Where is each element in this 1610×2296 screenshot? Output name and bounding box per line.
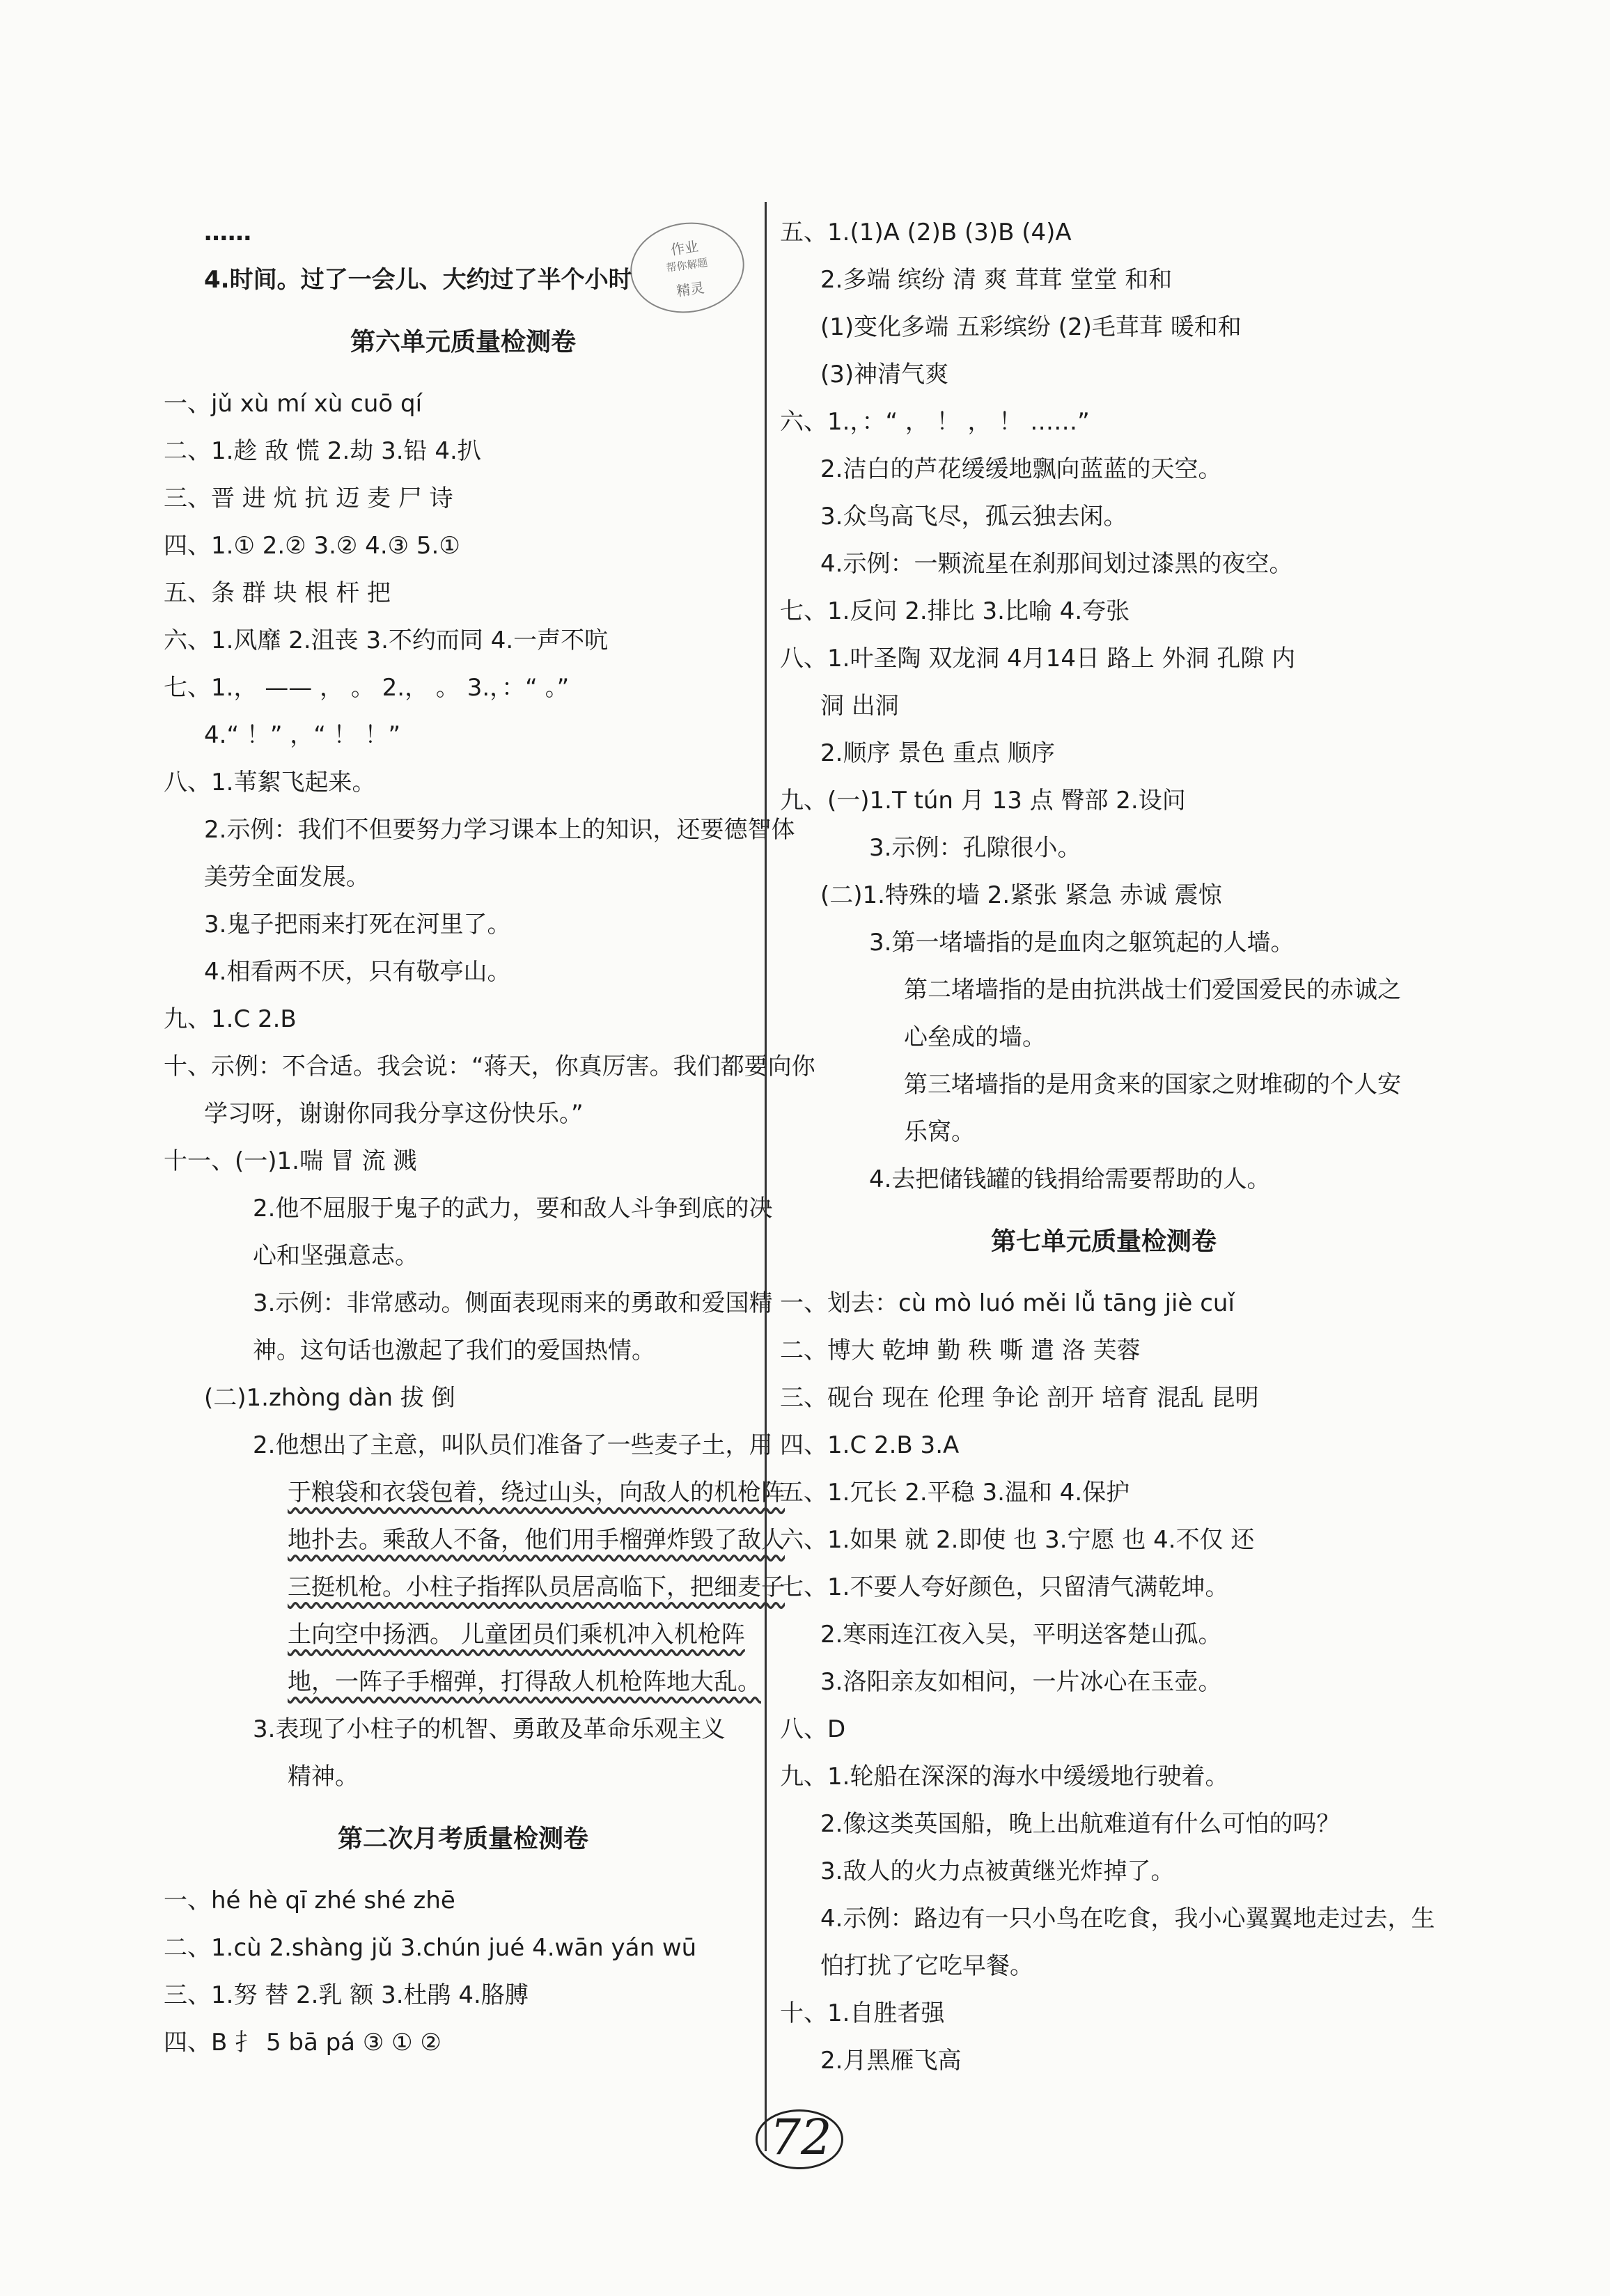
answer-line: (二)1.特殊的墙 2.紧张 紧急 赤诚 震惊 <box>820 881 1222 909</box>
answer-line: 一、hé hè qī zhé shé zhē <box>164 1887 455 1914</box>
answer-line: 一、划去：cù mò luó měi lǚ tāng jiè cuǐ <box>780 1289 1235 1317</box>
answer-line: 4.“ ！” ，“ ！ ！” <box>204 721 401 749</box>
answer-line: 八、D <box>780 1715 846 1743</box>
answer-line: 六、1.，：“ ， ！ ， ！ ……” <box>780 408 1090 436</box>
answer-line: 七、1.， —— ， 。 2.， 。 3.，：“ 。” <box>164 674 570 702</box>
answer-line: 三、1.努 替 2.乳 额 3.杜鹃 4.胳膊 <box>164 1981 529 2009</box>
answer-line: 一、jǔ xù mí xù cuō qí <box>164 390 423 418</box>
answer-line: 四、1.C 2.B 3.A <box>780 1431 960 1459</box>
answer-line: 二、1.cù 2.shàng jǔ 3.chún jué 4.wān yán wū <box>164 1934 697 1962</box>
underlined-answer-text: 土向空中扬洒。 儿童团员们乘机冲入机枪阵 <box>288 1621 745 1649</box>
answer-line: 2.洁白的芦花缓缓地飘向蓝蓝的天空。 <box>820 455 1222 483</box>
answer-line: 九、1.C 2.B <box>164 1005 297 1033</box>
answer-line: 美劳全面发展。 <box>204 863 370 891</box>
answer-line: 3.鬼子把雨来打死在河里了。 <box>204 911 511 938</box>
answer-line: 洞 出洞 <box>820 692 899 720</box>
answer-line: 2.月黑雁飞高 <box>820 2047 962 2075</box>
answer-line: 心垒成的墙。 <box>904 1023 1046 1051</box>
answer-line: 六、1.风靡 2.沮丧 3.不约而同 4.一声不吭 <box>164 627 609 654</box>
answer-line <box>164 1516 785 1564</box>
answer-line: 三、晋 进 炕 抗 迈 麦 尸 诗 <box>164 485 453 512</box>
underlined-answer-text: 于粮袋和衣袋包着，绕过山头，向敌人的机枪阵 <box>288 1479 785 1507</box>
underlined-answer-text: 地，一阵子手榴弹，打得敌人机枪阵地大乱。 <box>288 1668 761 1696</box>
right-column <box>780 209 1435 2084</box>
answer-line: 3.第一堵墙指的是血肉之躯筑起的人墙。 <box>869 929 1295 957</box>
answer-line: 神。这句话也激起了我们的爱国热情。 <box>253 1337 655 1365</box>
answer-line: (3)神清气爽 <box>820 361 949 388</box>
answer-line: 九、1.轮船在深深的海水中缓缓地行驶着。 <box>780 1763 1229 1791</box>
answer-line: 3.洛阳亲友如相问，一片冰心在玉壶。 <box>820 1668 1222 1696</box>
answer-line: (1)变化多端 五彩缤纷 (2)毛茸茸 暖和和 <box>820 313 1242 341</box>
answer-line: 三、砚台 现在 伦理 争论 剖开 培育 混乱 昆明 <box>780 1384 1259 1412</box>
underlined-answer-text: 三挺机枪。小柱子指挥队员居高临下，把细麦子 <box>288 1573 785 1601</box>
answer-line <box>164 1469 785 1516</box>
answer-line: 第二堵墙指的是由抗洪战士们爱国爱民的赤诚之 <box>904 976 1401 1004</box>
answer-line: 七、1.反问 2.排比 3.比喻 4.夸张 <box>780 597 1130 625</box>
answer-line: 九、(一)1.T tún 月 13 点 臀部 2.设问 <box>780 787 1186 815</box>
answer-line: 五、条 群 块 根 杆 把 <box>164 579 391 607</box>
answer-line: 4.相看两不厌，只有敬亭山。 <box>204 958 511 986</box>
answer-line: 2.示例：我们不但要努力学习课本上的知识，还要德智体 <box>204 816 795 844</box>
stamp-text-top: 作业 <box>669 237 700 258</box>
answer-line: …… <box>204 219 251 246</box>
answer-line: 五、1.冗长 2.平稳 3.温和 4.保护 <box>780 1479 1130 1507</box>
answer-line: 4.时间。过了一会儿、大约过了半个小时 <box>204 266 632 294</box>
answer-line: (二)1.zhòng dàn 拔 倒 <box>204 1384 455 1412</box>
answer-line: 八、1.叶圣陶 双龙洞 4月14日 路上 外洞 孔隙 内 <box>780 645 1296 673</box>
answer-line: 精神。 <box>288 1763 359 1791</box>
page-number: 72 <box>738 2099 863 2176</box>
answer-line: 八、1.苇絮飞起来。 <box>164 769 376 796</box>
answer-line <box>164 1564 785 1611</box>
answer-line: 3.表现了小柱子的机智、勇敢及革命乐观主义 <box>253 1715 726 1743</box>
answer-line: 二、1.趁 敌 慌 2.劫 3.铅 4.扒 <box>164 437 481 465</box>
answer-line: 怕打扰了它吃早餐。 <box>820 1952 1033 1980</box>
answer-line: 六、1.如果 就 2.即使 也 3.宁愿 也 4.不仅 还 <box>780 1526 1255 1554</box>
answer-line: 十、1.自胜者强 <box>780 1999 945 2027</box>
answer-line: 2.他想出了主意，叫队员们准备了一些麦子土，用 <box>253 1431 773 1459</box>
answer-line: 二、博大 乾坤 勤 秩 嘶 遣 洛 芙蓉 <box>780 1337 1141 1365</box>
underlined-answer-text: 地扑去。乘敌人不备，他们用手榴弹炸毁了敌人 <box>288 1526 785 1554</box>
answer-line: 3.示例：孔隙很小。 <box>869 834 1081 862</box>
answer-line: 4.示例：一颗流星在刹那间划过漆黑的夜空。 <box>820 550 1293 578</box>
answer-line: 十、示例：不合适。我会说：“蒋天，你真厉害。我们都要向你 <box>164 1053 815 1080</box>
answer-line <box>164 1658 763 1706</box>
stamp-text-bottom: 精灵 <box>675 279 705 300</box>
answer-line <box>164 1611 763 1658</box>
answer-line: 2.寒雨连江夜入吴，平明送客楚山孤。 <box>820 1621 1222 1649</box>
answer-line: 学习呀，谢谢你同我分享这份快乐。” <box>204 1100 584 1128</box>
answer-line: 2.顺序 景色 重点 顺序 <box>820 739 1055 767</box>
answer-line: 十一、(一)1.喘 冒 流 溅 <box>164 1147 417 1175</box>
answer-line: 四、1.① 2.② 3.② 4.③ 5.① <box>164 532 460 560</box>
answer-line: 五、1.(1)A (2)B (3)B (4)A <box>780 219 1072 246</box>
answer-line: 乐窝。 <box>904 1118 975 1146</box>
answer-line: 四、B 扌 5 bā pá ③ ① ② <box>164 2029 441 2057</box>
answer-line: 七、1.不要人夸好颜色，只留清气满乾坤。 <box>780 1573 1229 1601</box>
answer-line: 4.去把储钱罐的钱捐给需要帮助的人。 <box>869 1165 1271 1193</box>
section-title: 第二次月考质量检测卷 <box>337 1825 588 1853</box>
answer-line: 3.示例：非常感动。侧面表现雨来的勇敢和爱国精 <box>253 1289 773 1317</box>
answer-line: 第三堵墙指的是用贪来的国家之财堆砌的个人安 <box>904 1071 1401 1099</box>
column-divider <box>765 202 767 2151</box>
answer-line: 2.他不屈服于鬼子的武力，要和敌人斗争到底的决 <box>253 1195 773 1222</box>
answer-line: 3.众鸟高飞尽，孤云独去闲。 <box>820 503 1127 530</box>
answer-line: 2.多端 缤纷 清 爽 茸茸 堂堂 和和 <box>820 266 1173 294</box>
answer-line: 2.像这类英国船，晚上出航难道有什么可怕的吗？ <box>820 1810 1341 1838</box>
answer-line: 心和坚强意志。 <box>253 1242 419 1270</box>
answer-line: 4.示例：路边有一只小鸟在吃食，我小心翼翼地走过去，生 <box>820 1905 1435 1933</box>
stamp-text-middle: 帮你解题 <box>665 255 709 275</box>
answer-line: 3.敌人的火力点被黄继光炸掉了。 <box>820 1857 1175 1885</box>
section-title: 第七单元质量检测卷 <box>990 1227 1217 1256</box>
section-title: 第六单元质量检测卷 <box>350 328 576 356</box>
